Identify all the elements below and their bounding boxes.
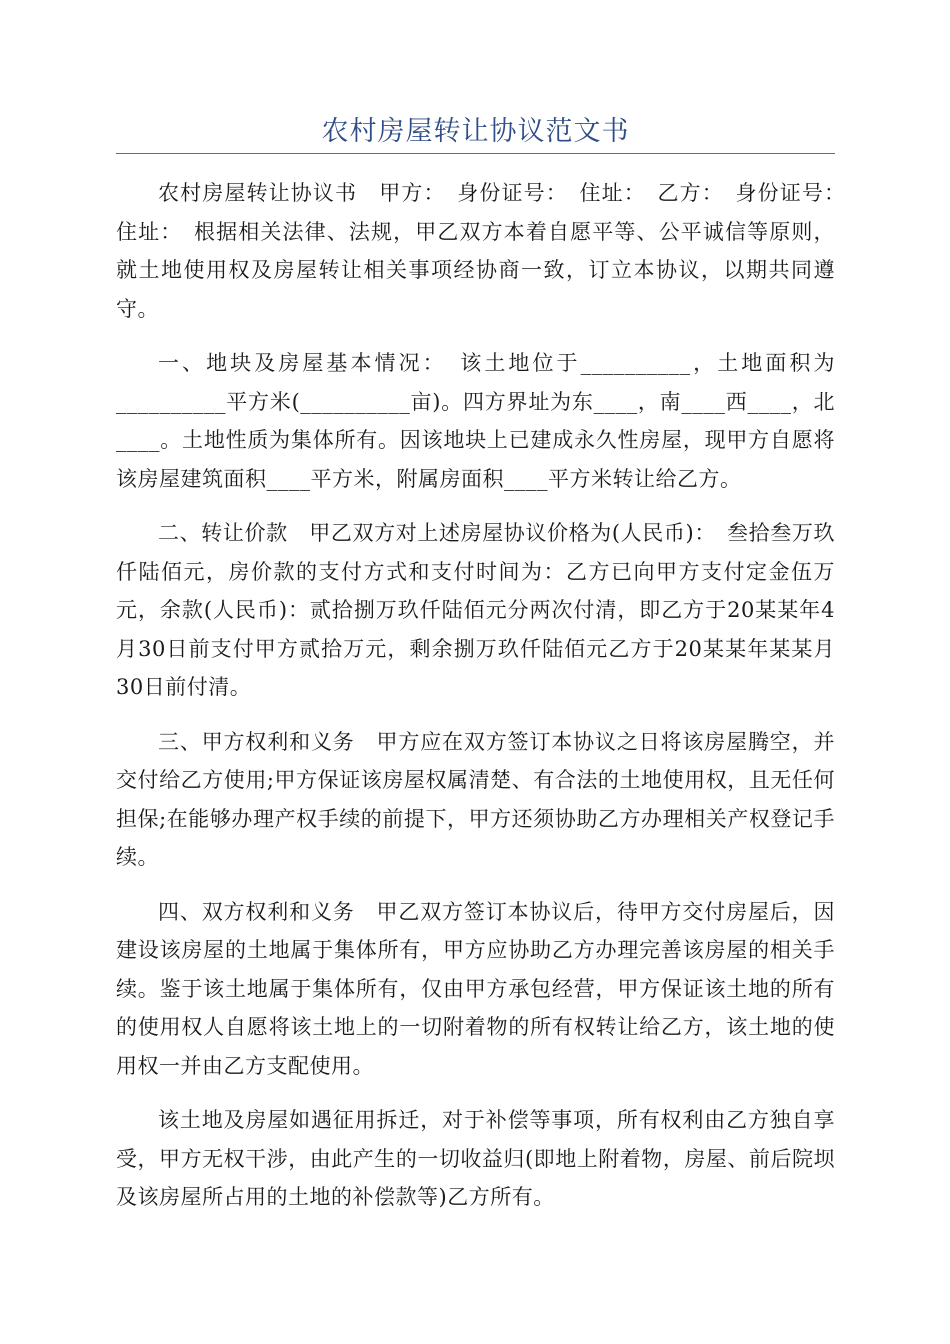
paragraph-section-2: 二、转让价款 甲乙双方对上述房屋协议价格为(人民币)： 叁拾叁万玖仟陆佰元，房价款的支付方式和支付时间为：乙方已向甲方支付定金伍万元，余款(人民币)：贰拾捌万玖仟陆佰元分两次付清，即乙方于20某某年4月30日前支付甲方贰拾万元，剩余捌万玖仟陆佰元乙方于20某某年某某月30日前付清。: [116, 521, 835, 699]
document-body: [116, 174, 857, 1233]
title-underline: [116, 153, 835, 154]
paragraph-section-3: 三、甲方权利和义务 甲方应在双方签订本协议之日将该房屋腾空，并交付给乙方使用;甲方保证该房屋权属清楚、有合法的土地使用权，且无任何担保;在能够办理产权手续的前提下，甲方还须协助乙方办理相关产权登记手续。: [116, 729, 835, 869]
paragraph-section-4: 四、双方权利和义务 甲乙双方签订本协议后，待甲方交付房屋后，因建设该房屋的土地属于集体所有，甲方应协助乙方办理完善该房屋的相关手续。鉴于该土地属于集体所有，仅由甲方承包经营，甲方保证该土地的所有的使用权人自愿将该土地上的一切附着物的所有权转让给乙方，该土地的使用权一并由乙方支配使用。: [116, 899, 835, 1078]
document-title: 农村房屋转让协议范文书: [321, 116, 630, 147]
paragraph-section-1: 一、地块及房屋基本情况： 该土地位于__________，土地面积为__________平方米(__________亩)。四方界址为东____，南____西____，北____。土地性质为集体所有。因该地块上已建成永久性房屋，现甲方自愿将该房屋建筑面积____平方米，附属房面积____平方米转让给乙方。: [116, 351, 835, 491]
paragraph-intro: 农村房屋转让协议书 甲方： 身份证号： 住址： 乙方： 身份证号： 住址： 根据相关法律、法规，甲乙双方本着自愿平等、公平诚信等原则，就土地使用权及房屋转让相关事项经协商一致，订立本协议，以期共同遵守。: [116, 181, 857, 321]
paragraph-compensation: 该土地及房屋如遇征用拆迁，对于补偿等事项，所有权利由乙方独自享受，甲方无权干涉，由此产生的一切收益归(即地上附着物，房屋、前后院坝及该房屋所占用的土地的补偿款等)乙方所有。: [116, 1108, 835, 1209]
